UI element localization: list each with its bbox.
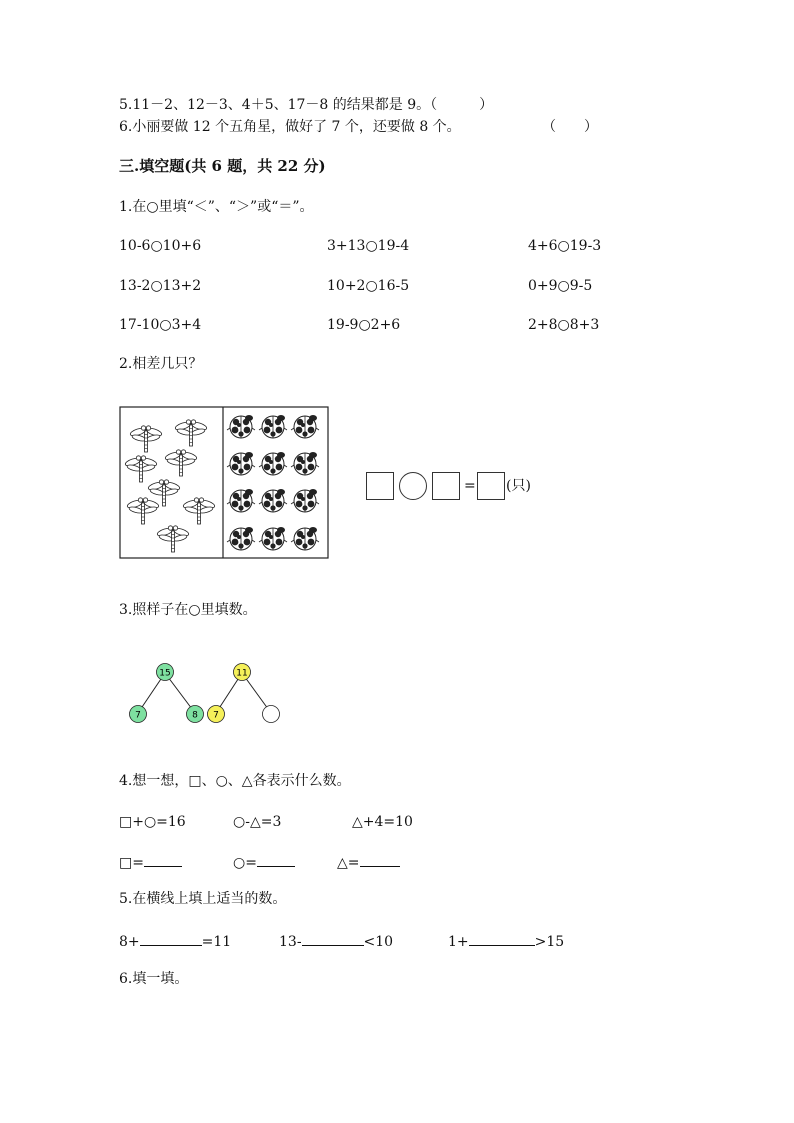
q6-prompt: 6.填一填。 (119, 971, 189, 987)
q1-r2c3: 0+9○9-5 (528, 278, 593, 294)
q4-ans1-blank[interactable] (144, 852, 182, 867)
section-title: 三.填空题(共 6 题，共 22 分) (119, 157, 326, 175)
equation-box-answer[interactable] (477, 472, 505, 500)
tree2-top-value: 11 (236, 668, 248, 679)
q4-ans3-row (337, 852, 400, 872)
q5-a-blank[interactable] (140, 931, 202, 946)
equation-unit: (只) (506, 478, 531, 494)
tree1-top-value: 15 (159, 668, 171, 679)
tree1-right-value: 8 (192, 710, 198, 721)
q5-b-blank[interactable] (302, 931, 364, 946)
q5-c-row (448, 931, 564, 951)
q5-b-post: <10 (363, 934, 394, 950)
tree2-right-circle-blank[interactable] (263, 706, 280, 723)
q4-ans1-label: □= (119, 855, 144, 871)
q4-ans2-label: ○= (233, 855, 257, 871)
equation-box-2[interactable] (432, 472, 460, 500)
judgement-q6-paren: （ ） (542, 119, 598, 135)
q5-prompt: 5.在横线上填上适当的数。 (119, 891, 287, 907)
q2-picture (119, 406, 331, 560)
q4-ans2-row (233, 852, 295, 872)
q1-r2c2: 10+2○16-5 (327, 278, 410, 294)
q4-eq1: □+○=16 (119, 814, 186, 830)
judgement-q6: 6.小丽要做 12 个五角星，做好了 7 个，还要做 8 个。 (119, 119, 461, 135)
q4-eq2: ○-△=3 (233, 814, 282, 830)
q1-r1c1: 10-6○10+6 (119, 238, 202, 254)
tree1-left-value: 7 (135, 710, 141, 721)
q5-a-pre: 8+ (119, 934, 140, 950)
q5-a-row (119, 931, 231, 951)
q4-eq3: △+4=10 (352, 814, 413, 830)
q5-b-row (279, 931, 393, 951)
q1-r1c3: 4+6○19-3 (528, 238, 602, 254)
q4-ans2-blank[interactable] (257, 852, 295, 867)
q1-r1c2: 3+13○19-4 (327, 238, 410, 254)
q4-ans3-blank[interactable] (360, 852, 400, 867)
q1-r3c1: 17-10○3+4 (119, 317, 202, 333)
q2-prompt: 2.相差几只？ (119, 356, 203, 372)
equation-equals: = (464, 478, 476, 494)
q1-r3c3: 2+8○8+3 (528, 317, 600, 333)
q4-ans1-row (119, 852, 182, 872)
q1-r3c2: 19-9○2+6 (327, 317, 401, 333)
equation-box-1[interactable] (366, 472, 394, 500)
q4-prompt: 4.想一想，□、○、△各表示什么数。 (119, 773, 351, 789)
q4-ans3-label: △= (337, 855, 360, 871)
equation-circle[interactable] (399, 472, 427, 500)
q5-c-blank[interactable] (469, 931, 535, 946)
judgement-q5: 5.11－2、12－3、4＋5、17－8 的结果都是 9。（ ） (119, 97, 494, 113)
q1-r2c1: 13-2○13+2 (119, 278, 202, 294)
q5-a-post: =11 (201, 934, 232, 950)
tree2-left-value: 7 (213, 710, 219, 721)
q5-c-pre: 1+ (448, 934, 469, 950)
number-trees (120, 655, 290, 730)
q5-c-post: >15 (534, 934, 565, 950)
q5-b-pre: 13- (279, 934, 302, 950)
q1-prompt: 1.在○里填“＜”、“＞”或“＝”。 (119, 199, 314, 215)
q3-prompt: 3.照样子在○里填数。 (119, 602, 257, 618)
